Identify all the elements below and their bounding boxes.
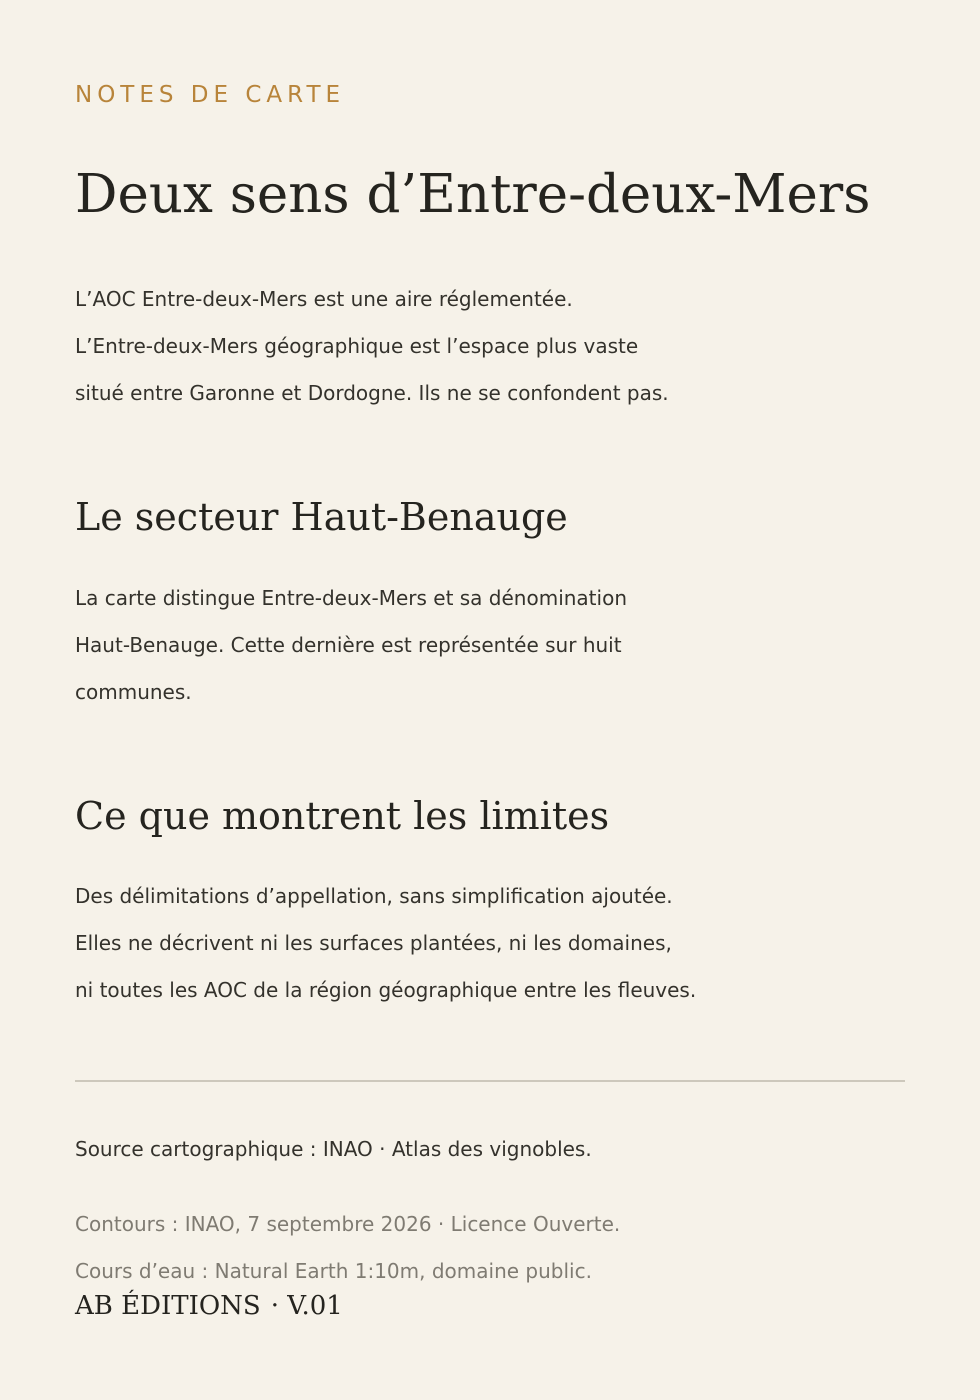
section-heading-haut-benauge: Le secteur Haut-Benauge (75, 495, 568, 539)
section-heading-limites: Ce que montrent les limites (75, 794, 610, 838)
section-divider (75, 1080, 905, 1082)
edition-version: · V.01 (270, 1291, 343, 1321)
intro-line: situé entre Garonne et Dordogne. Ils ne se confondent pas. (75, 381, 669, 405)
intro-paragraph (75, 276, 669, 417)
paragraph-line: ni toutes les AOC de la région géographique entre les fleuves. (75, 978, 697, 1002)
intro-line: L’AOC Entre-deux-Mers est une aire réglementée. (75, 287, 573, 311)
intro-line: L’Entre-deux-Mers géographique est l’espace plus vaste (75, 334, 639, 358)
footer-brand (75, 1286, 343, 1326)
section-paragraph-haut-benauge (75, 575, 627, 716)
paragraph-line: Des délimitations d’appellation, sans simplification ajoutée. (75, 884, 673, 908)
paragraph-line: communes. (75, 680, 192, 704)
eyebrow-label: NOTES DE CARTE (75, 82, 346, 108)
data-credits (75, 1201, 620, 1295)
paragraph-line: Haut-Benauge. Cette dernière est représentée sur huit (75, 633, 622, 657)
paragraph-line: La carte distingue Entre-deux-Mers et sa dénomination (75, 586, 627, 610)
publisher-name: AB ÉDITIONS (75, 1291, 261, 1321)
map-notes-page (75, 0, 905, 1400)
map-source: Source cartographique : INAO · Atlas des vignobles. (75, 1137, 592, 1161)
section-paragraph-limites (75, 873, 696, 1014)
credit-line-waterways: Cours d’eau : Natural Earth 1:10m, domaine public. (75, 1259, 592, 1283)
paragraph-line: Elles ne décrivent ni les surfaces plantées, ni les domaines, (75, 931, 672, 955)
credit-line-contours: Contours : INAO, 7 septembre 2026 · Licence Ouverte. (75, 1212, 621, 1236)
page-title: Deux sens d’Entre-deux-Mers (75, 164, 871, 225)
